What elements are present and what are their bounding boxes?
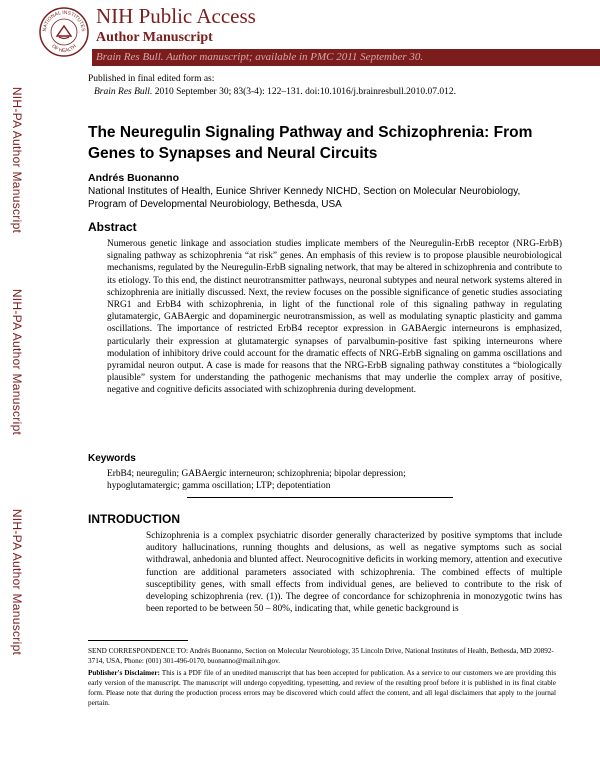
disclaimer-text: This is a PDF file of an unedited manuscript that has been accepted for publication. As a service to our customers we are providing this early version of the manuscript. The manuscript will undergo copyediting, typesetting, and review of the resulting proof before it is published in its final citable form. Please note that during the production process errors may be discovered which could affect the content, and all legal disclaimers that apply to the journal pertain. [88, 669, 556, 707]
side-label-1: NIH-PA Author Manuscript [10, 86, 24, 234]
keywords-heading: Keywords [88, 453, 136, 464]
svg-text:OF HEALTH: OF HEALTH [50, 43, 78, 55]
footnote-divider [88, 640, 188, 641]
disclaimer-label: Publisher's Disclaimer: [88, 669, 160, 677]
correspondence-note: SEND CORRESPONDENCE TO: Andrés Buonanno, Section on Molecular Neurobiology, 35 Lincoln Drive, National Institutes of Health, Bethesda, MD 20892-3714, USA, Phone: (001) 301-496-0170, buonanno@mail.nih.gov. [88, 647, 554, 665]
published-label: Published in final edited form as: [88, 74, 215, 84]
nih-seal-logo [38, 6, 90, 58]
svg-text:NATIONAL INSTITUTES: NATIONAL INSTITUTES [41, 9, 87, 32]
author-name: Andrés Buonanno [88, 172, 179, 184]
journal-name: Brain Res Bull. [94, 87, 153, 97]
publisher-disclaimer [88, 668, 556, 708]
keywords-text: ErbB4; neuregulin; GABAergic interneuron; schizophrenia; bipolar depression; hypoglutamatergic; gamma oscillation; LTP; depotentiation [107, 469, 406, 491]
keywords-divider [187, 497, 453, 498]
abstract-text: Numerous genetic linkage and association studies implicate members of the Neuregulin-ErbB receptor (NRG-ErbB) signaling pathway as schizophrenia “at risk” genes. An emphasis of this review is to propose plausible neurobiological mechanisms, regulated by the Neuregulin-ErbB signaling network, that may be altered in schizophrenia and contribute to its etiology. To this end, the distinct neurotransmitter pathways, neuronal subtypes and neural network systems altered in schizophrenia are initially discussed. Next, the review focuses on the possible significance of genetic studies associating NRG1 and ErbB4 with schizophrenia, in light of the functional role of this signaling pathway in regulating glutamatergic, GABAergic and dopaminergic neurotransmission, as well as modulating synaptic plasticity and gamma oscillations. The importance of restricted ErbB4 receptor expression in GABAergic interneurons is emphasized, particularly their expression at glutamatergic synapses of parvalbumin-positive fast spiking interneurons where modulation of inhibitory drive could account for the dramatic effects of NRG-ErbB signaling on gamma oscillations and pyramidal neuron output. A case is made for reasons that the NRG-ErbB signaling pathway constitutes a “biologically plausible” system for understanding the pathogenic mechanisms that may underlie the complex array of positive, negative and cognitive deficits associated with schizophrenia during development. [107, 239, 562, 396]
introduction-heading: INTRODUCTION [88, 512, 180, 526]
citation-bar-text: Brain Res Bull. Author manuscript; available in PMC 2011 September 30. [96, 51, 424, 63]
author-affiliation: National Institutes of Health, Eunice Shriver Kennedy NICHD, Section on Molecular Neurobiology, Program of Developmental Neurobiology, Bethesda, USA [88, 186, 521, 210]
published-citation-details: 2010 September 30; 83(3-4): 122–131. doi:10.1016/j.brainresbull.2010.07.012. [152, 87, 457, 97]
article-title: The Neuregulin Signaling Pathway and Schizophrenia: From Genes to Synapses and Neural Circuits [88, 124, 533, 162]
side-label-3: NIH-PA Author Manuscript [10, 508, 24, 656]
side-label-2: NIH-PA Author Manuscript [10, 288, 24, 436]
published-citation [94, 86, 456, 98]
abstract-heading: Abstract [88, 220, 137, 234]
author-manuscript-label: Author Manuscript [96, 30, 213, 45]
introduction-text: Schizophrenia is a complex psychiatric disorder generally characterized by positive symptoms that include auditory hallucinations, running thoughts and delusions, as well as negative symptoms such as social withdrawal, anhedonia and blunted affect. Neurocognitive deficits in working memory, attention and executive function are additional parameters associated with schizophrenia. The combined effects of multiple susceptibility genes, with small effects from individual genes, are believed to contribute to the risk of developing schizophrenia (rev. (1)). The degree of concordance for schizophrenia in monozygotic twins has been reported to be between 50 – 80%, indicating that, while genetic background is [146, 531, 563, 615]
nih-public-access-title: NIH Public Access [96, 4, 256, 28]
